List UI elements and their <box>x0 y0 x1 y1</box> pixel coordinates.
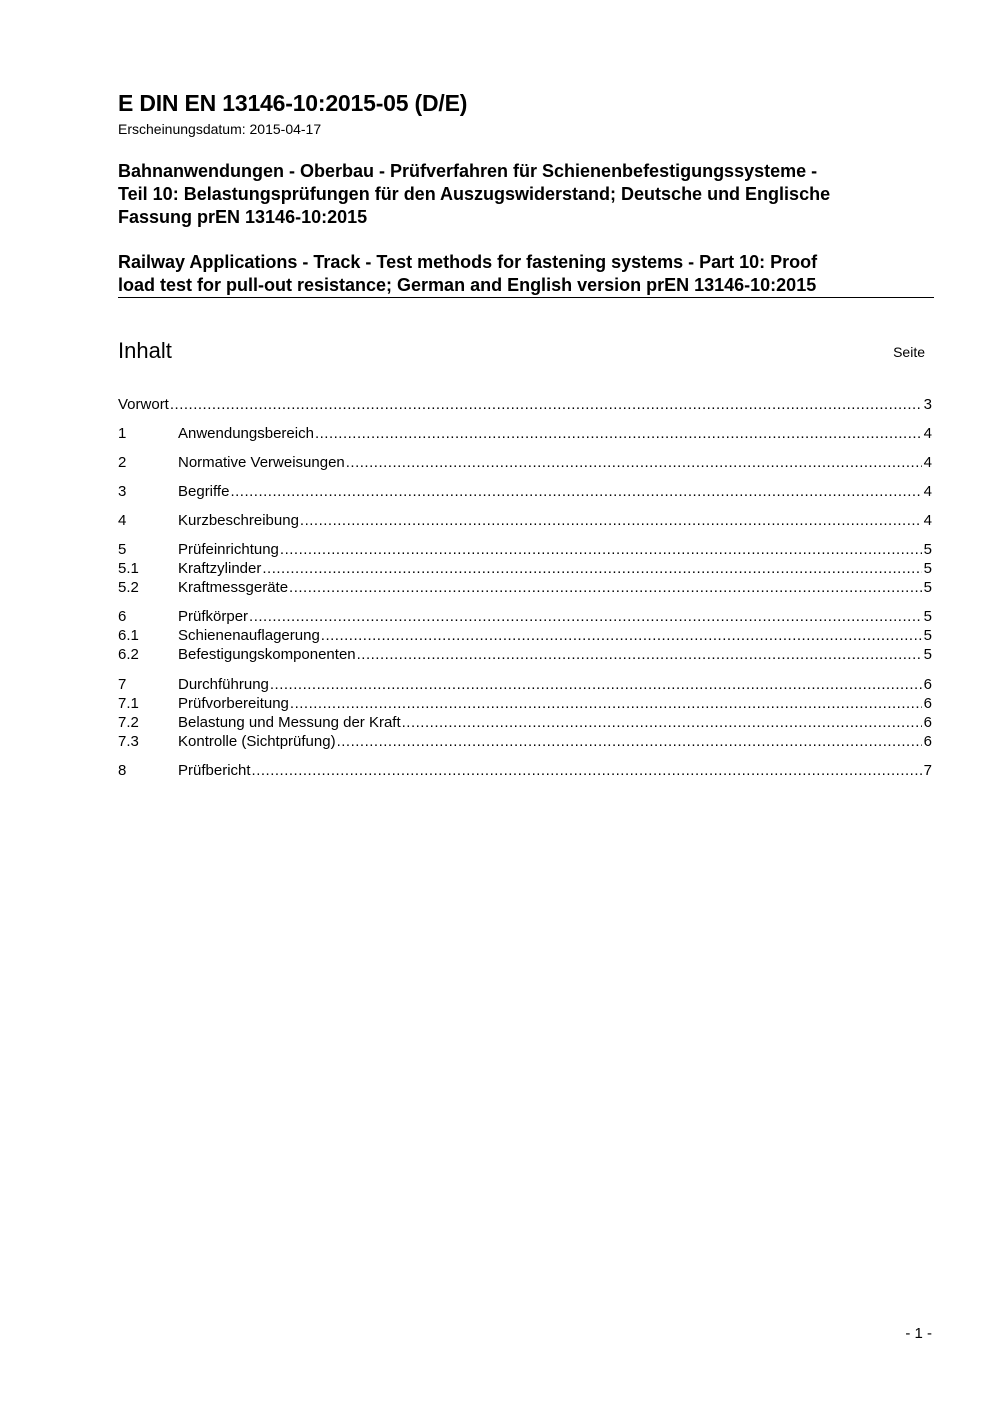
toc-entry-title: Prüfeinrichtung <box>178 541 279 558</box>
toc-leader-dots <box>337 732 922 751</box>
toc-entry-page: 6 <box>923 695 932 712</box>
toc-entry[interactable] <box>118 713 932 732</box>
toc-leader-dots <box>357 645 922 664</box>
toc-entry-number: 7 <box>118 676 127 693</box>
toc-entry-page: 5 <box>923 608 932 625</box>
toc-entry-title: Prüfkörper <box>178 608 249 625</box>
title-german-line: Teil 10: Belastungsprüfungen für den Auszugswiderstand; Deutsche und Englische <box>118 184 831 204</box>
toc-entry-page: 5 <box>923 579 932 596</box>
toc-entry-page: 5 <box>923 646 932 663</box>
toc-entry[interactable] <box>118 559 932 578</box>
toc-entry[interactable] <box>118 511 932 530</box>
toc-entry-number: 5 <box>118 541 127 558</box>
toc-leader-dots <box>402 713 922 732</box>
toc-entry[interactable] <box>118 453 932 472</box>
toc-entry-number: 2 <box>118 454 127 471</box>
toc-entry-title: Prüfvorbereitung <box>178 695 289 712</box>
toc-entry-number: 4 <box>118 512 127 529</box>
toc-entry-title: Durchführung <box>178 676 269 693</box>
toc-entry-page: 5 <box>923 627 932 644</box>
toc-entry[interactable] <box>118 645 932 664</box>
toc-entry-title: Begriffe <box>178 483 230 500</box>
title-english-line: load test for pull-out resistance; German and English version prEN 13146-10:2015 <box>118 275 817 295</box>
toc-entry-number: 3 <box>118 483 127 500</box>
toc-entry[interactable] <box>118 675 932 694</box>
toc-leader-dots <box>230 482 922 501</box>
toc-entry-number: 7.1 <box>118 695 139 712</box>
title-english-line: Railway Applications - Track - Test methods for fastening systems - Part 10: Proof <box>118 252 818 272</box>
toc-heading: Inhalt <box>118 338 172 363</box>
toc-entry[interactable] <box>118 694 932 713</box>
toc-entry-page: 4 <box>923 483 932 500</box>
publication-date: Erscheinungsdatum: 2015-04-17 <box>118 121 322 137</box>
toc-entry-page: 4 <box>923 425 932 442</box>
toc-entry[interactable] <box>118 578 932 597</box>
toc-entry-title: Normative Verweisungen <box>178 454 345 471</box>
toc-leader-dots <box>170 395 922 414</box>
toc-entry-page: 5 <box>923 560 932 577</box>
toc-entry[interactable] <box>118 607 932 626</box>
toc-leader-dots <box>321 626 922 645</box>
title-german <box>118 160 938 229</box>
toc-leader-dots <box>249 607 922 626</box>
toc-entry-title: Belastung und Messung der Kraft <box>178 714 401 731</box>
toc-leader-dots <box>346 453 922 472</box>
toc-entry-vorwort[interactable] <box>118 395 932 414</box>
toc-entry-number: 5.1 <box>118 560 139 577</box>
toc-leader-dots <box>270 675 922 694</box>
toc-entry-title: Befestigungskomponenten <box>178 646 356 663</box>
toc-leader-dots <box>315 424 922 443</box>
toc-entry-number: 7.2 <box>118 714 139 731</box>
toc-entry-title: Kraftmessgeräte <box>178 579 289 596</box>
title-divider <box>118 297 934 298</box>
toc-entry-number: 6.1 <box>118 627 139 644</box>
toc-entry-title: Schienenauflagerung <box>178 627 320 644</box>
toc-entry[interactable] <box>118 424 932 443</box>
toc-entry-page: 5 <box>923 541 932 558</box>
title-english <box>118 251 938 297</box>
toc-entry-number: 6 <box>118 608 127 625</box>
toc-entry-page: 6 <box>923 714 932 731</box>
toc-entry-page: 6 <box>923 733 932 750</box>
toc-leader-dots <box>290 694 922 713</box>
toc-entry-number: 1 <box>118 425 127 442</box>
title-german-line: Bahnanwendungen - Oberbau - Prüfverfahren für Schienenbefestigungssysteme - <box>118 161 818 181</box>
toc-entry-page: 4 <box>923 454 932 471</box>
toc-leader-dots <box>300 511 922 530</box>
toc-entry-title: Anwendungsbereich <box>178 425 314 442</box>
toc-entry-title: Vorwort <box>118 396 169 413</box>
toc-leader-dots <box>280 540 922 559</box>
toc-entry[interactable] <box>118 626 932 645</box>
toc-entry-number: 8 <box>118 762 127 779</box>
document-id: E DIN EN 13146-10:2015-05 (D/E) <box>118 90 468 116</box>
toc-entry-page: 6 <box>923 676 932 693</box>
toc-entry-title: Kraftzylinder <box>178 560 262 577</box>
title-german-line: Fassung prEN 13146-10:2015 <box>118 207 368 227</box>
toc-entry-title: Kontrolle (Sichtprüfung) <box>178 733 336 750</box>
toc-entry-page: 3 <box>923 396 932 413</box>
toc-entry-page: 4 <box>923 512 932 529</box>
toc-entry-number: 7.3 <box>118 733 139 750</box>
toc-page-label: Seite <box>893 344 925 360</box>
toc-entry[interactable] <box>118 482 932 501</box>
toc-leader-dots <box>262 559 922 578</box>
toc-entry-number: 5.2 <box>118 579 139 596</box>
toc-entry[interactable] <box>118 732 932 751</box>
toc-entry-number: 6.2 <box>118 646 139 663</box>
toc-entry[interactable] <box>118 761 932 780</box>
toc-entry-page: 7 <box>923 762 932 779</box>
toc-entry-title: Prüfbericht <box>178 762 251 779</box>
toc-entry-title: Kurzbeschreibung <box>178 512 299 529</box>
toc-leader-dots <box>289 578 922 597</box>
toc-entry[interactable] <box>118 540 932 559</box>
toc-leader-dots <box>252 761 922 780</box>
page-number: - 1 - <box>905 1325 932 1342</box>
